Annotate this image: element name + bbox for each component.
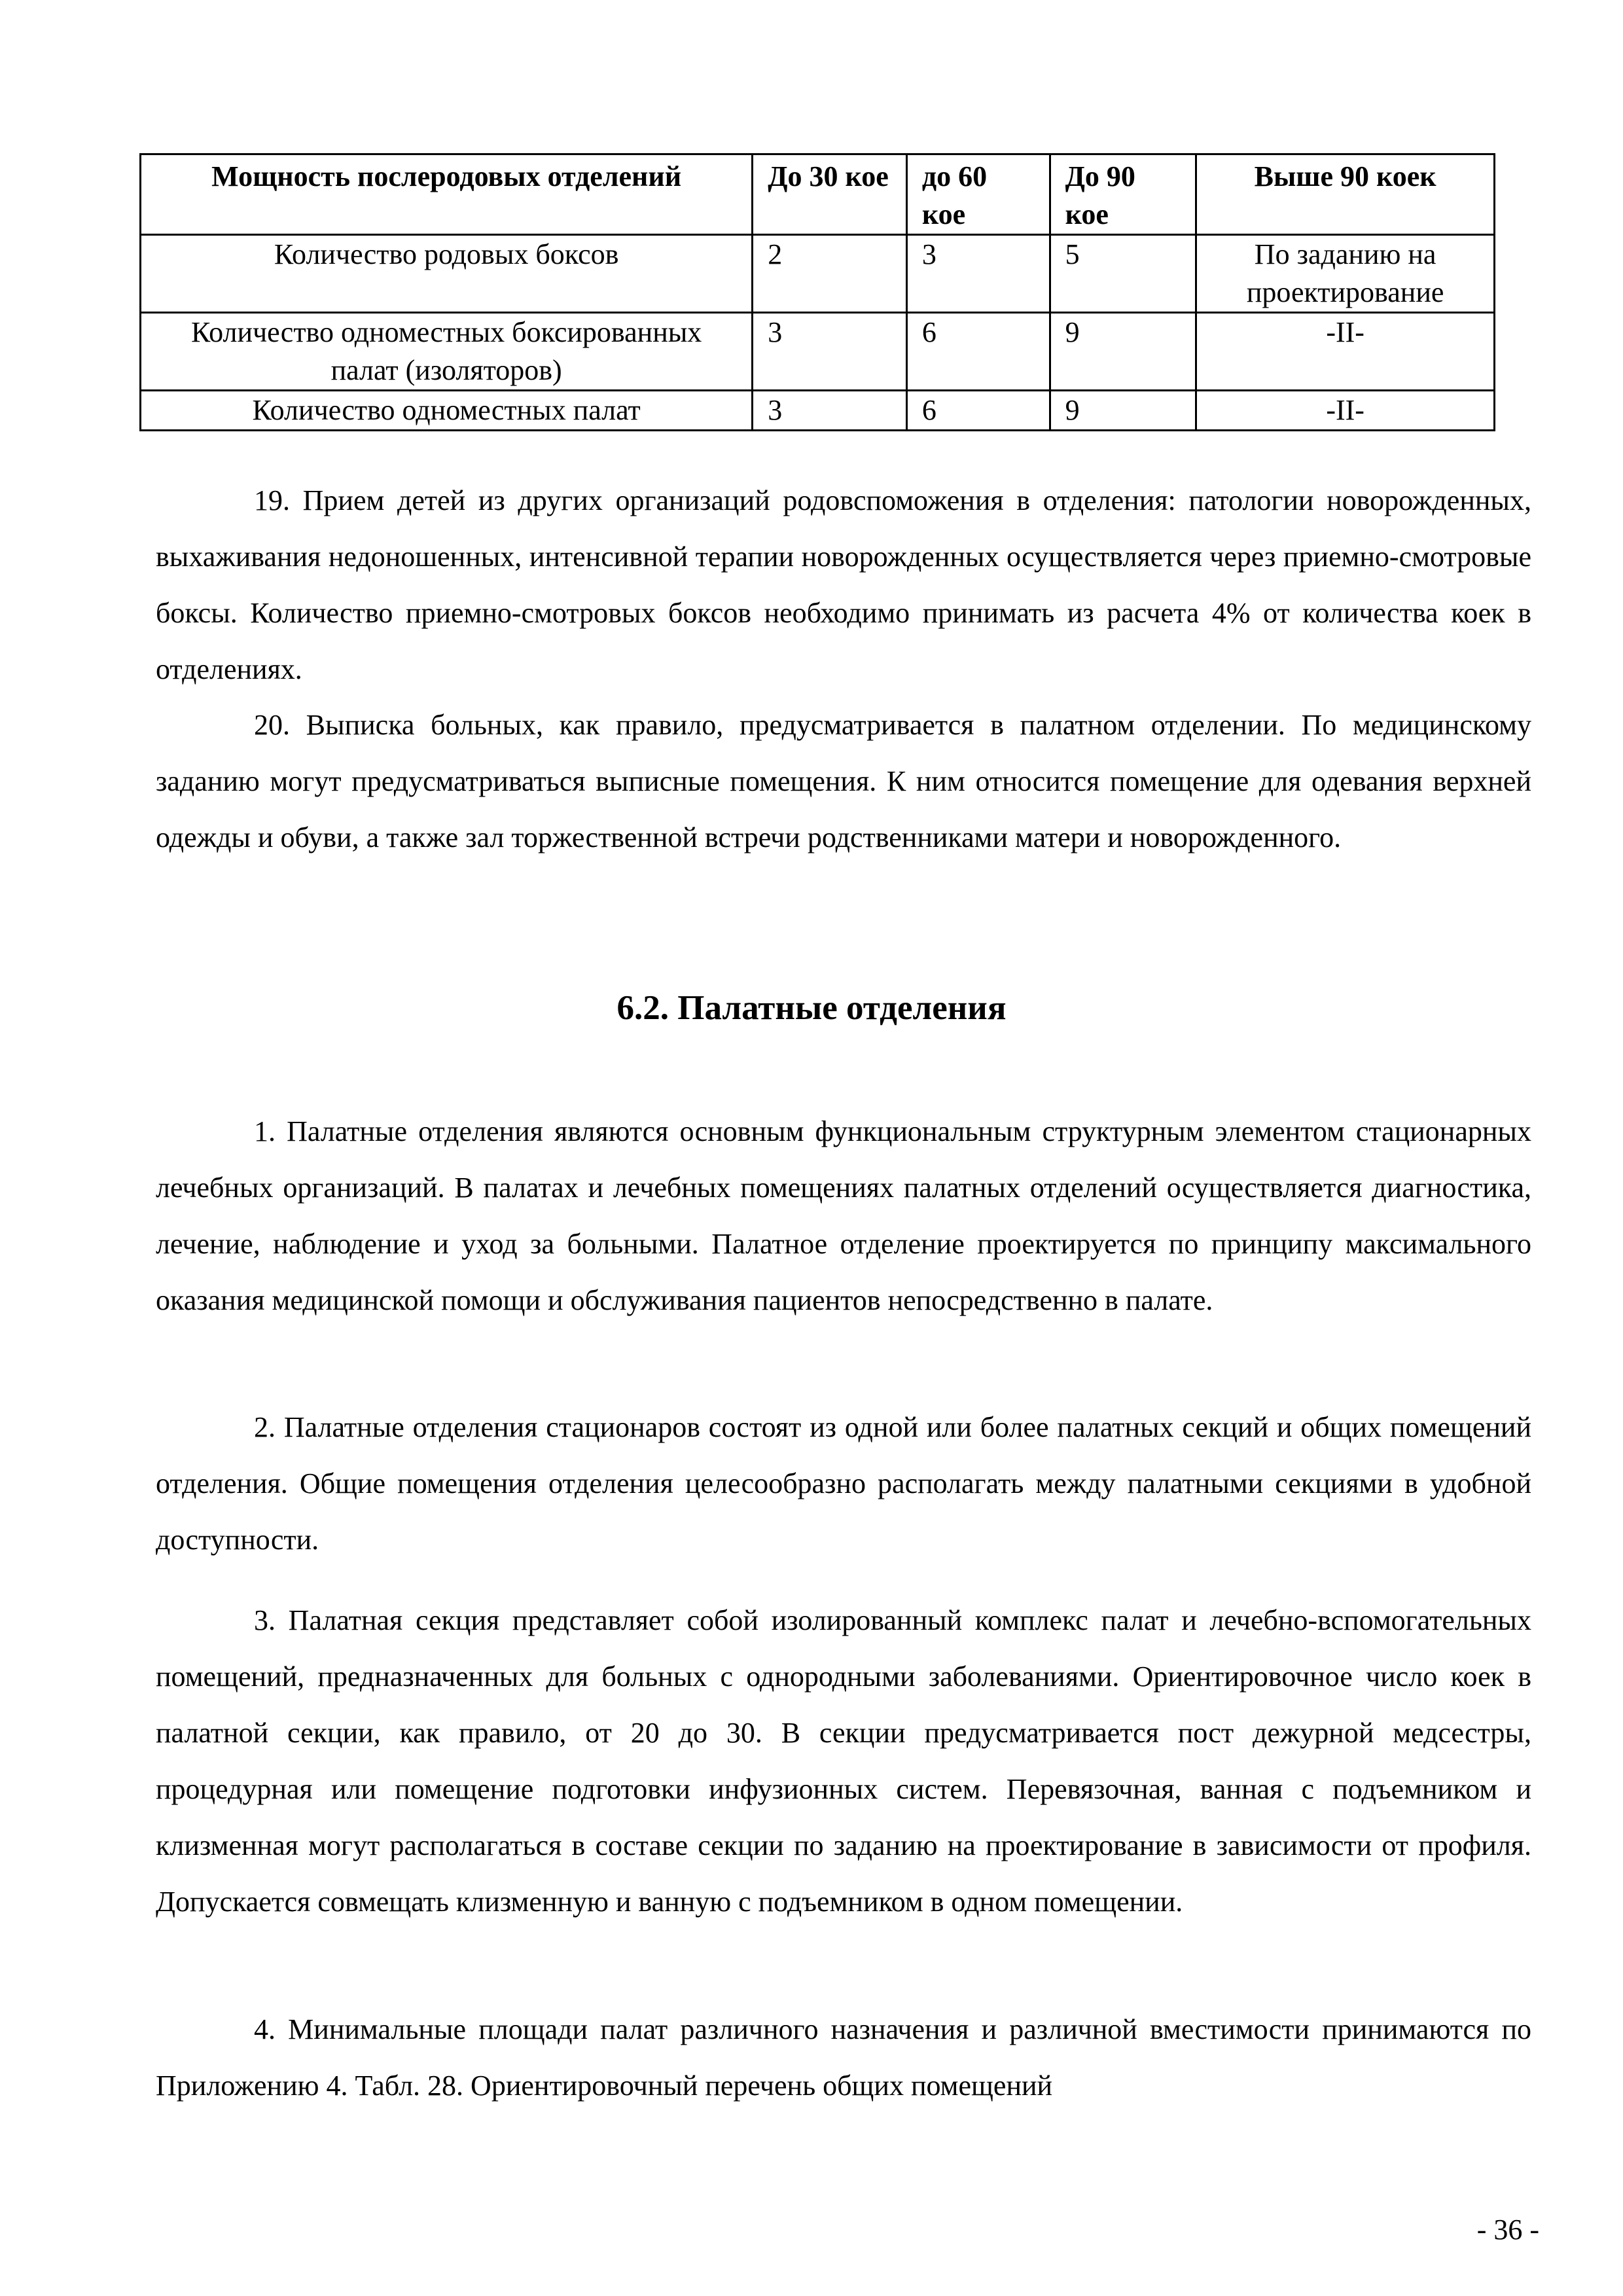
paragraph-3: 3. Палатная секция представляет собой изолированный комплекс палат и лечебно-вспомогательных помещений, предназначенных для больных с однородными заболеваниями. Ориентировочное число коек в палатной секции, как правило, от 20 до 30. В секции предусматривается пост дежурной медсестры, процедурная или помещение подготовки инфузионных систем. Перевязочная, ванная с подъемником и клизменная могут располагаться в составе секции по заданию на проектирование в зависимости от профиля. Допускается совмещать клизменную и ванную с подъемником в одном помещении. (156, 1604, 1531, 1918)
row-value: 9 (1050, 391, 1196, 431)
row-value: 3 (906, 235, 1050, 313)
paragraph-19: 19. Прием детей из других организаций родовспоможения в отделения: патологии новорожденных, выхаживания недоношенных, интенсивной терапии новорожденных осуществляется через приемно-смотровые боксы. Количество приемно-смотровых боксов необходимо принимать из расчета 4% от количества коек в отделениях. (156, 484, 1531, 685)
paragraph-2: 2. Палатные отделения стационаров состоят из одной или более палатных секций и общих помещений отделения. Общие помещения отделения целесообразно располагать между палатными секциями в удобной доступности. (156, 1411, 1531, 1556)
row-value: -II- (1196, 313, 1495, 391)
row-label: Количество родовых боксов (141, 235, 753, 313)
row-value: 9 (1050, 313, 1196, 391)
paragraph-20: 20. Выписка больных, как правило, предусматривается в палатном отделении. По медицинскому заданию могут предусматриваться выписные помещения. К ним относится помещение для одевания верхней одежды и обуви, а также зал торжественной встречи родственниками матери и новорожденного. (156, 709, 1531, 853)
table-header-col2: до 60 кое (906, 154, 1050, 235)
row-value: 6 (906, 313, 1050, 391)
row-value: 3 (753, 313, 907, 391)
row-value: 3 (753, 391, 907, 431)
table-row (141, 235, 1495, 313)
row-value: 2 (753, 235, 907, 313)
table-header-row (141, 154, 1495, 235)
paragraph-4: 4. Минимальные площади палат различного назначения и различной вместимости принимаются по Приложению 4. Табл. 28. Ориентировочный перечень общих помещений (156, 2013, 1531, 2102)
row-label: Количество одноместных боксированных палат (изоляторов) (141, 313, 753, 391)
table-header-col1: До 30 кое (753, 154, 907, 235)
row-value: -II- (1196, 391, 1495, 431)
table-header-col3: До 90 кое (1050, 154, 1196, 235)
table-row (141, 391, 1495, 431)
table-header-label: Мощность послеродовых отделений (141, 154, 753, 235)
row-value: По заданию на проектирование (1196, 235, 1495, 313)
maternity-capacity-table (139, 153, 1495, 431)
page-number: - 36 - (1476, 2214, 1539, 2246)
row-label: Количество одноместных палат (141, 391, 753, 431)
table-header-col4: Выше 90 коек (1196, 154, 1495, 235)
paragraph-1: 1. Палатные отделения являются основным функциональным структурным элементом стационарных лечебных организаций. В палатах и лечебных помещениях палатных отделений осуществляется диагностика, лечение, наблюдение и уход за больными. Палатное отделение проектируется по принципу максимального оказания медицинской помощи и обслуживания пациентов непосредственно в палате. (156, 1115, 1531, 1316)
row-value: 6 (906, 391, 1050, 431)
table-row (141, 313, 1495, 391)
section-heading: 6.2. Палатные отделения (616, 989, 1007, 1027)
row-value: 5 (1050, 235, 1196, 313)
